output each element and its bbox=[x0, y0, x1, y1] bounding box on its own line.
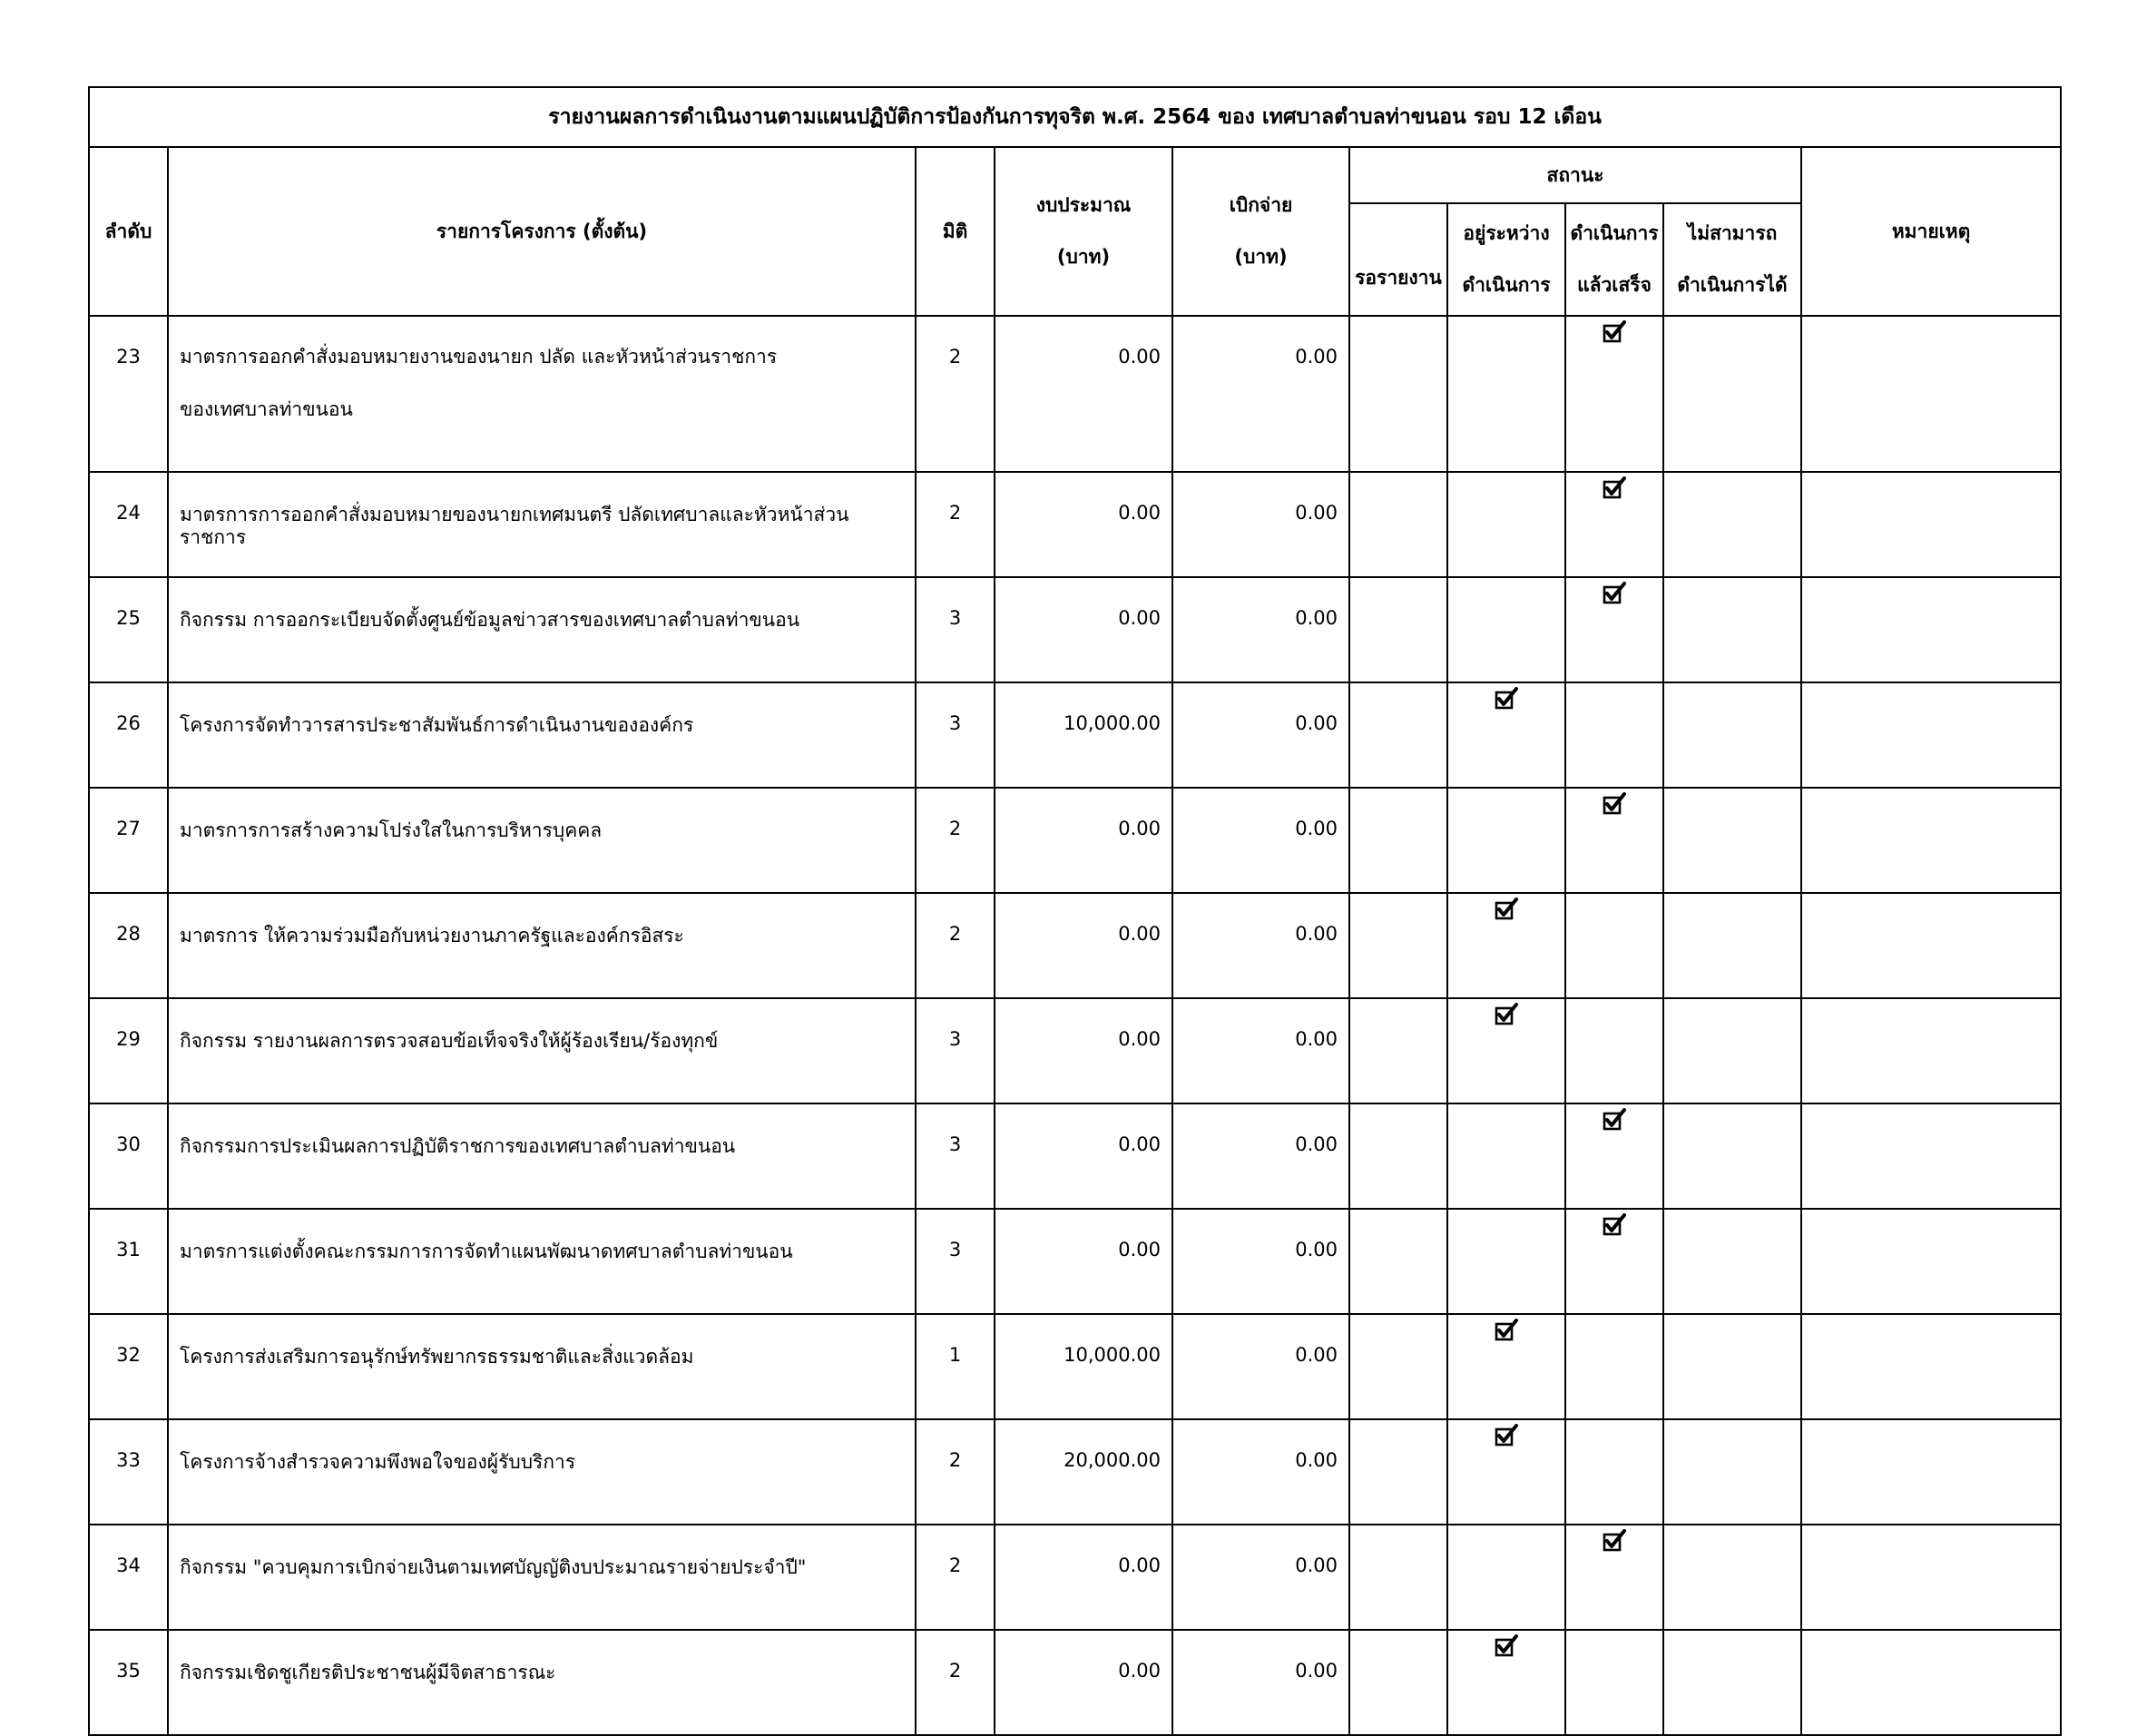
project-name bbox=[168, 788, 916, 893]
spent-value: 0.00 bbox=[1172, 316, 1349, 472]
project-name-line1: มาตรการออกคำสั่งมอบหมายงานของนายก ปลัด และหัวหน้าส่วนราชการ bbox=[180, 346, 778, 368]
header-status-in-progress bbox=[1447, 203, 1565, 316]
status-pending-cell bbox=[1349, 577, 1447, 682]
remark-cell bbox=[1801, 1525, 2061, 1630]
table-row bbox=[89, 682, 2061, 788]
header-done-line2: แล้วเสร็จ bbox=[1577, 274, 1652, 296]
project-name-line1: โครงการส่งเสริมการอนุรักษ์ทรัพยากรธรรมชาติและสิ่งแวดล้อม bbox=[180, 1346, 694, 1368]
status-unable-cell bbox=[1663, 998, 1801, 1103]
status-in-progress-cell bbox=[1447, 893, 1565, 998]
row-number: 25 bbox=[89, 577, 168, 682]
table-body bbox=[89, 316, 2061, 1735]
row-number: 34 bbox=[89, 1525, 168, 1630]
budget-value: 0.00 bbox=[995, 998, 1172, 1103]
remark-cell bbox=[1801, 1630, 2061, 1735]
project-name-line1: กิจกรรม การออกระเบียบจัดตั้งศูนย์ข้อมูลข่าวสารของเทศบาลตำบลท่าขนอน bbox=[180, 609, 800, 631]
budget-value: 0.00 bbox=[995, 788, 1172, 893]
budget-value: 0.00 bbox=[995, 1209, 1172, 1314]
checkbox-checked-icon bbox=[1603, 1529, 1626, 1553]
budget-value: 0.00 bbox=[995, 1630, 1172, 1735]
status-done-cell bbox=[1565, 577, 1663, 682]
row-number: 27 bbox=[89, 788, 168, 893]
spent-value: 0.00 bbox=[1172, 788, 1349, 893]
table-row bbox=[89, 1525, 2061, 1630]
status-done-cell bbox=[1565, 1209, 1663, 1314]
status-in-progress-cell bbox=[1447, 682, 1565, 788]
checkbox-checked-icon bbox=[1603, 792, 1626, 816]
header-no: ลำดับ bbox=[89, 147, 168, 316]
status-in-progress-cell bbox=[1447, 316, 1565, 472]
status-done-cell bbox=[1565, 998, 1663, 1103]
table-row bbox=[89, 577, 2061, 682]
checkbox-checked-icon bbox=[1495, 1003, 1518, 1026]
spent-value: 0.00 bbox=[1172, 682, 1349, 788]
header-remark: หมายเหตุ bbox=[1801, 147, 2061, 316]
checkbox-checked-icon bbox=[1495, 1634, 1518, 1658]
status-in-progress-cell bbox=[1447, 1630, 1565, 1735]
table-row bbox=[89, 998, 2061, 1103]
dimension-value: 2 bbox=[916, 1630, 995, 1735]
project-name-line1: กิจกรรม "ควบคุมการเบิกจ่ายเงินตามเทศบัญญัติงบประมาณรายจ่ายประจำปี" bbox=[180, 1556, 807, 1578]
row-number: 24 bbox=[89, 472, 168, 577]
table-row bbox=[89, 316, 2061, 472]
project-name-line1: กิจกรรมการประเมินผลการปฏิบัติราชการของเทศบาลตำบลท่าขนอน bbox=[180, 1135, 736, 1157]
project-name bbox=[168, 682, 916, 788]
header-spent-line2: (บาท) bbox=[1234, 246, 1288, 268]
table-row bbox=[89, 1630, 2061, 1735]
remark-cell bbox=[1801, 577, 2061, 682]
spent-value: 0.00 bbox=[1172, 1209, 1349, 1314]
checkbox-checked-icon bbox=[1495, 687, 1518, 711]
row-number: 35 bbox=[89, 1630, 168, 1735]
status-done-cell bbox=[1565, 788, 1663, 893]
project-name-line1: กิจกรรม รายงานผลการตรวจสอบข้อเท็จจริงให้ผู้ร้องเรียน/ร้องทุกข์ bbox=[180, 1030, 719, 1052]
table-row bbox=[89, 1103, 2061, 1209]
project-name-line1: มาตรการ ให้ความร่วมมือกับหน่วยงานภาครัฐและองค์กรอิสระ bbox=[180, 925, 684, 946]
budget-value: 0.00 bbox=[995, 577, 1172, 682]
spent-value: 0.00 bbox=[1172, 998, 1349, 1103]
project-name bbox=[168, 1525, 916, 1630]
header-status-unable bbox=[1663, 203, 1801, 316]
row-number: 30 bbox=[89, 1103, 168, 1209]
status-pending-cell bbox=[1349, 1419, 1447, 1525]
report-title: รายงานผลการดำเนินงานตามแผนปฏิบัติการป้องกันการทุจริต พ.ศ. 2564 ของ เทศบาลตำบลท่าขนอน รอบ 12 เดือน bbox=[89, 87, 2061, 147]
remark-cell bbox=[1801, 1209, 2061, 1314]
status-pending-cell bbox=[1349, 1630, 1447, 1735]
project-name-line1: โครงการจ้างสำรวจความพึงพอใจของผู้รับบริการ bbox=[180, 1451, 576, 1473]
remark-cell bbox=[1801, 1419, 2061, 1525]
project-name-line1: กิจกรรมเชิดชูเกียรติประชาชนผู้มีจิตสาธารณะ bbox=[180, 1662, 556, 1683]
table-row bbox=[89, 472, 2061, 577]
report-table bbox=[88, 86, 2062, 1736]
header-project: รายการโครงการ (ตั้งต้น) bbox=[168, 147, 916, 316]
header-status-pending: รอรายงาน bbox=[1349, 203, 1447, 316]
status-unable-cell bbox=[1663, 472, 1801, 577]
status-done-cell bbox=[1565, 893, 1663, 998]
budget-value: 0.00 bbox=[995, 1525, 1172, 1630]
budget-value: 0.00 bbox=[995, 316, 1172, 472]
header-dimension: มิติ bbox=[916, 147, 995, 316]
project-name-line1: มาตรการแต่งตั้งคณะกรรมการการจัดทำแผนพัฒนาดทศบาลตำบลท่าขนอน bbox=[180, 1241, 793, 1262]
status-in-progress-cell bbox=[1447, 1314, 1565, 1419]
dimension-value: 2 bbox=[916, 1525, 995, 1630]
status-pending-cell bbox=[1349, 472, 1447, 577]
row-number: 23 bbox=[89, 316, 168, 472]
header-budget-line1: งบประมาณ bbox=[1035, 194, 1132, 216]
dimension-value: 2 bbox=[916, 893, 995, 998]
checkbox-checked-icon bbox=[1603, 476, 1626, 500]
remark-cell bbox=[1801, 788, 2061, 893]
status-done-cell bbox=[1565, 1630, 1663, 1735]
table-row bbox=[89, 1209, 2061, 1314]
dimension-value: 3 bbox=[916, 1209, 995, 1314]
project-name-line1: มาตรการการสร้างความโปร่งใสในการบริหารบุคคล bbox=[180, 819, 603, 841]
remark-cell bbox=[1801, 1103, 2061, 1209]
project-name-line2: ของเทศบาลท่าขนอน bbox=[180, 398, 353, 420]
dimension-value: 3 bbox=[916, 1103, 995, 1209]
status-unable-cell bbox=[1663, 1525, 1801, 1630]
dimension-value: 2 bbox=[916, 316, 995, 472]
dimension-value: 3 bbox=[916, 577, 995, 682]
status-done-cell bbox=[1565, 472, 1663, 577]
status-unable-cell bbox=[1663, 316, 1801, 472]
row-number: 28 bbox=[89, 893, 168, 998]
status-pending-cell bbox=[1349, 316, 1447, 472]
status-done-cell bbox=[1565, 316, 1663, 472]
spent-value: 0.00 bbox=[1172, 893, 1349, 998]
budget-value: 20,000.00 bbox=[995, 1419, 1172, 1525]
dimension-value: 1 bbox=[916, 1314, 995, 1419]
project-name bbox=[168, 998, 916, 1103]
status-pending-cell bbox=[1349, 788, 1447, 893]
header-status: สถานะ bbox=[1349, 147, 1801, 203]
status-unable-cell bbox=[1663, 1630, 1801, 1735]
remark-cell bbox=[1801, 893, 2061, 998]
spent-value: 0.00 bbox=[1172, 577, 1349, 682]
project-name bbox=[168, 316, 916, 472]
remark-cell bbox=[1801, 472, 2061, 577]
header-budget bbox=[995, 147, 1172, 316]
header-unable-line2: ดำเนินการได้ bbox=[1677, 274, 1788, 296]
header-status-done bbox=[1565, 203, 1663, 316]
status-pending-cell bbox=[1349, 998, 1447, 1103]
table-row bbox=[89, 788, 2061, 893]
dimension-value: 3 bbox=[916, 998, 995, 1103]
budget-value: 10,000.00 bbox=[995, 1314, 1172, 1419]
checkbox-checked-icon bbox=[1495, 1319, 1518, 1342]
checkbox-checked-icon bbox=[1603, 582, 1626, 605]
status-unable-cell bbox=[1663, 682, 1801, 788]
project-name bbox=[168, 1630, 916, 1735]
remark-cell bbox=[1801, 682, 2061, 788]
row-number: 29 bbox=[89, 998, 168, 1103]
header-in-progress-line1: อยู่ระหว่าง bbox=[1463, 222, 1550, 244]
status-in-progress-cell bbox=[1447, 1419, 1565, 1525]
status-in-progress-cell bbox=[1447, 472, 1565, 577]
remark-cell bbox=[1801, 998, 2061, 1103]
status-pending-cell bbox=[1349, 1525, 1447, 1630]
project-name bbox=[168, 577, 916, 682]
budget-value: 0.00 bbox=[995, 893, 1172, 998]
status-done-cell bbox=[1565, 1103, 1663, 1209]
spent-value: 0.00 bbox=[1172, 1630, 1349, 1735]
dimension-value: 3 bbox=[916, 682, 995, 788]
table-row bbox=[89, 1314, 2061, 1419]
remark-cell bbox=[1801, 1314, 2061, 1419]
status-pending-cell bbox=[1349, 1314, 1447, 1419]
status-unable-cell bbox=[1663, 577, 1801, 682]
project-name bbox=[168, 1103, 916, 1209]
dimension-value: 2 bbox=[916, 788, 995, 893]
status-unable-cell bbox=[1663, 1419, 1801, 1525]
spent-value: 0.00 bbox=[1172, 1419, 1349, 1525]
budget-value: 0.00 bbox=[995, 472, 1172, 577]
header-unable-line1: ไม่สามารถ bbox=[1687, 222, 1778, 244]
project-name bbox=[168, 472, 916, 577]
project-name bbox=[168, 1419, 916, 1525]
status-unable-cell bbox=[1663, 1209, 1801, 1314]
table-row bbox=[89, 1419, 2061, 1525]
checkbox-checked-icon bbox=[1603, 1108, 1626, 1132]
status-done-cell bbox=[1565, 682, 1663, 788]
status-done-cell bbox=[1565, 1525, 1663, 1630]
spent-value: 0.00 bbox=[1172, 472, 1349, 577]
header-spent bbox=[1172, 147, 1349, 316]
project-name bbox=[168, 893, 916, 998]
dimension-value: 2 bbox=[916, 1419, 995, 1525]
header-done-line1: ดำเนินการ bbox=[1570, 222, 1659, 244]
status-in-progress-cell bbox=[1447, 1103, 1565, 1209]
status-pending-cell bbox=[1349, 893, 1447, 998]
row-number: 31 bbox=[89, 1209, 168, 1314]
status-unable-cell bbox=[1663, 788, 1801, 893]
status-unable-cell bbox=[1663, 1103, 1801, 1209]
header-in-progress-line2: ดำเนินการ bbox=[1462, 274, 1551, 296]
status-pending-cell bbox=[1349, 1209, 1447, 1314]
project-name bbox=[168, 1314, 916, 1419]
header-budget-line2: (บาท) bbox=[1056, 246, 1111, 268]
checkbox-checked-icon bbox=[1603, 320, 1626, 344]
header-spent-line1: เบิกจ่าย bbox=[1229, 194, 1293, 216]
project-name-line1: โครงการจัดทำวารสารประชาสัมพันธ์การดำเนินงานขององค์กร bbox=[180, 714, 694, 736]
project-name bbox=[168, 1209, 916, 1314]
status-pending-cell bbox=[1349, 1103, 1447, 1209]
project-name-line1: มาตรการการออกคำสั่งมอบหมายของนายกเทศมนตรี ปลัดเทศบาลและหัวหน้าส่วนราชการ bbox=[180, 504, 849, 548]
status-in-progress-cell bbox=[1447, 1525, 1565, 1630]
row-number: 26 bbox=[89, 682, 168, 788]
checkbox-checked-icon bbox=[1495, 897, 1518, 921]
checkbox-checked-icon bbox=[1495, 1424, 1518, 1447]
status-done-cell bbox=[1565, 1419, 1663, 1525]
status-in-progress-cell bbox=[1447, 788, 1565, 893]
status-in-progress-cell bbox=[1447, 1209, 1565, 1314]
status-pending-cell bbox=[1349, 682, 1447, 788]
table-row bbox=[89, 893, 2061, 998]
status-unable-cell bbox=[1663, 893, 1801, 998]
status-in-progress-cell bbox=[1447, 998, 1565, 1103]
status-in-progress-cell bbox=[1447, 577, 1565, 682]
spent-value: 0.00 bbox=[1172, 1103, 1349, 1209]
spent-value: 0.00 bbox=[1172, 1314, 1349, 1419]
checkbox-checked-icon bbox=[1603, 1213, 1626, 1237]
row-number: 32 bbox=[89, 1314, 168, 1419]
status-done-cell bbox=[1565, 1314, 1663, 1419]
row-number: 33 bbox=[89, 1419, 168, 1525]
budget-value: 10,000.00 bbox=[995, 682, 1172, 788]
spent-value: 0.00 bbox=[1172, 1525, 1349, 1630]
remark-cell bbox=[1801, 316, 2061, 472]
dimension-value: 2 bbox=[916, 472, 995, 577]
status-unable-cell bbox=[1663, 1314, 1801, 1419]
budget-value: 0.00 bbox=[995, 1103, 1172, 1209]
